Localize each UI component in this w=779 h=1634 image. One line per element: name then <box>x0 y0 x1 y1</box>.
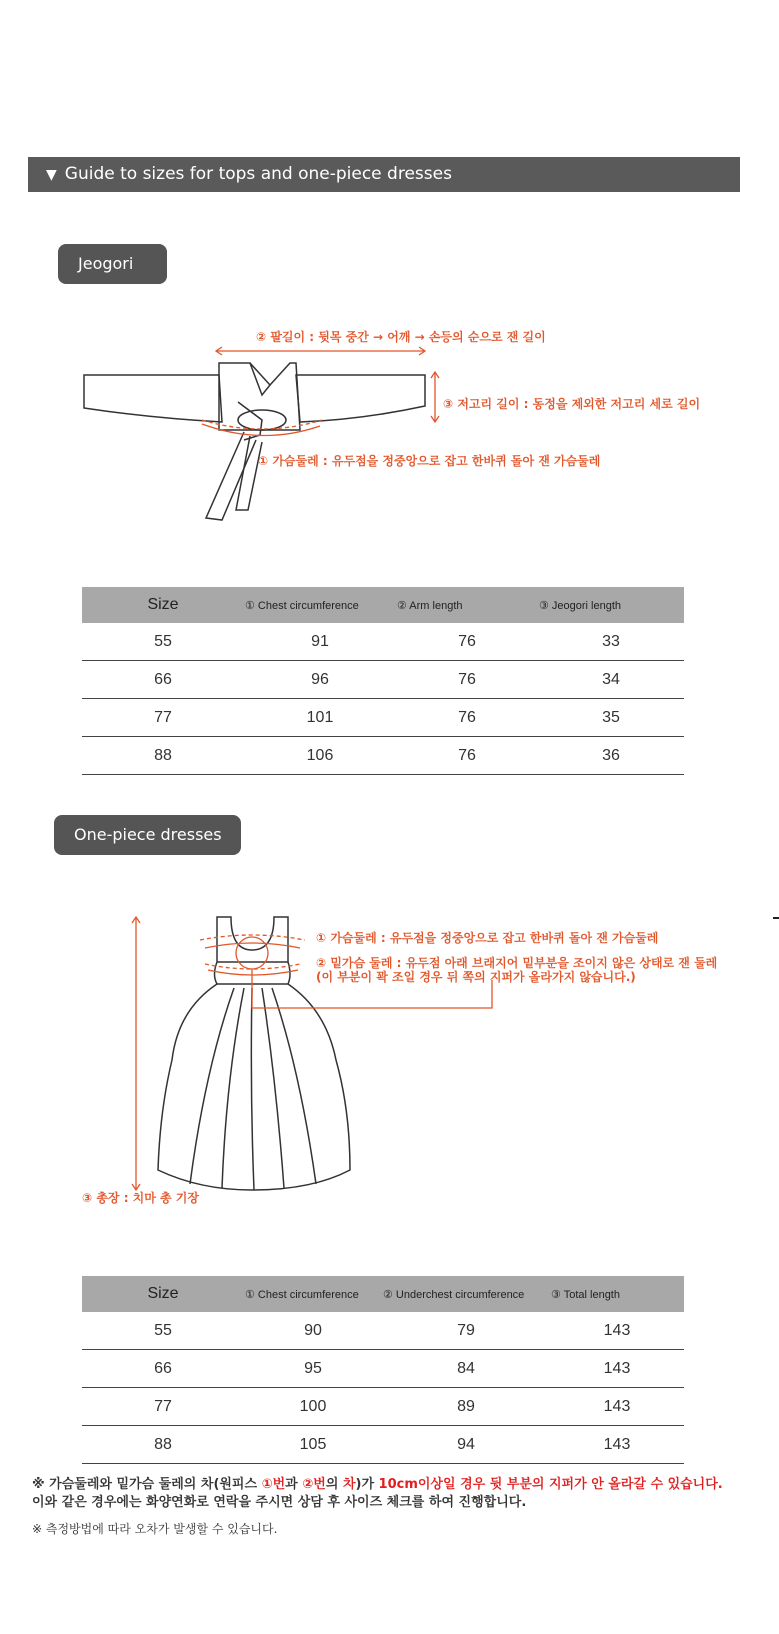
cell-size: 88 <box>82 1426 244 1464</box>
cell-length: 34 <box>538 661 684 699</box>
triangle-down-icon: ▼ <box>46 167 57 183</box>
dress-underchest-note: (이 부분이 꽉 조일 경우 뒤 쪽의 지퍼가 올라가지 않습니다.) <box>316 970 636 984</box>
cell-underchest: 79 <box>382 1312 550 1350</box>
note-line-1: ※ 가슴둘레와 밑가슴 둘레의 차(원피스 ①번과 ②번의 차)가 10cm이상일 경우 뒷 부분의 지퍼가 안 올라갈 수 있습니다. <box>32 1477 723 1492</box>
cell-chest: 105 <box>244 1426 382 1464</box>
table-row <box>82 1388 684 1426</box>
cell-arm: 76 <box>396 699 538 737</box>
cell-chest: 96 <box>244 661 396 699</box>
cell-arm: 76 <box>396 623 538 661</box>
cell-chest: 106 <box>244 737 396 775</box>
cell-total: 143 <box>550 1426 684 1464</box>
cell-length: 35 <box>538 699 684 737</box>
cell-size: 55 <box>82 623 244 661</box>
table-row <box>82 1312 684 1350</box>
cell-size: 66 <box>82 661 244 699</box>
jeogori-chest-annotation: ① 가슴둘레 : 유두점을 정중앙으로 잡고 한바퀴 돌아 잰 가슴둘레 <box>258 454 601 468</box>
cell-underchest: 84 <box>382 1350 550 1388</box>
cell-underchest: 89 <box>382 1388 550 1426</box>
cell-chest: 100 <box>244 1388 382 1426</box>
cell-length: 36 <box>538 737 684 775</box>
cell-chest: 95 <box>244 1350 382 1388</box>
table-header-row <box>82 1276 684 1312</box>
table-row <box>82 1426 684 1464</box>
note-line-2: 이와 같은 경우에는 화양연화로 연락을 주시면 상담 후 사이즈 체크를 하여 진행합니다. <box>32 1495 527 1510</box>
cell-length: 33 <box>538 623 684 661</box>
cell-arm: 76 <box>396 737 538 775</box>
jeogori-label: Jeogori <box>58 244 167 284</box>
col-arm: ② Arm length <box>396 587 538 623</box>
cell-chest: 91 <box>244 623 396 661</box>
col-chest: ① Chest circumference <box>244 587 396 623</box>
col-chest: ① Chest circumference <box>244 1276 382 1312</box>
cell-total: 143 <box>550 1388 684 1426</box>
dress-underchest-annotation: ② 밑가슴 둘레 : 유두점 아래 브래지어 밑부분을 조이지 않은 상태로 잰 둘레 <box>316 956 718 970</box>
table-row <box>82 1350 684 1388</box>
col-underchest: ② Underchest circumference <box>382 1276 550 1312</box>
jeogori-length-annotation: ③ 저고리 길이 : 동정을 제외한 저고리 세로 길이 <box>443 397 701 411</box>
dress-size-table <box>82 1276 684 1464</box>
col-size: Size <box>82 587 244 623</box>
cell-size: 77 <box>82 1388 244 1426</box>
col-size: Size <box>82 1276 244 1312</box>
col-jeogori-length: ③ Jeogori length <box>538 587 684 623</box>
dress-chest-annotation: ① 가슴둘레 : 유두점을 정중앙으로 잡고 한바퀴 돌아 잰 가슴둘레 <box>316 931 659 945</box>
cell-size: 88 <box>82 737 244 775</box>
dress-total-annotation: ③ 총장 : 치마 총 기장 <box>82 1191 199 1205</box>
notes <box>32 1476 723 1538</box>
jeogori-arm-annotation: ② 팔길이 : 뒷목 중간 → 어깨 → 손등의 순으로 잰 길이 <box>256 330 546 344</box>
cell-size: 55 <box>82 1312 244 1350</box>
note-line-3: ※ 측정방법에 따라 오차가 발생할 수 있습니다. <box>32 1522 278 1536</box>
cell-size: 77 <box>82 699 244 737</box>
cell-chest: 90 <box>244 1312 382 1350</box>
cell-size: 66 <box>82 1350 244 1388</box>
one-piece-label: One-piece dresses <box>54 815 241 855</box>
cell-chest: 101 <box>244 699 396 737</box>
cell-total: 143 <box>550 1312 684 1350</box>
cell-underchest: 94 <box>382 1426 550 1464</box>
cell-total: 143 <box>550 1350 684 1388</box>
col-total-length: ③ Total length <box>550 1276 684 1312</box>
header-title: Guide to sizes for tops and one-piece dresses <box>64 164 452 184</box>
cell-arm: 76 <box>396 661 538 699</box>
